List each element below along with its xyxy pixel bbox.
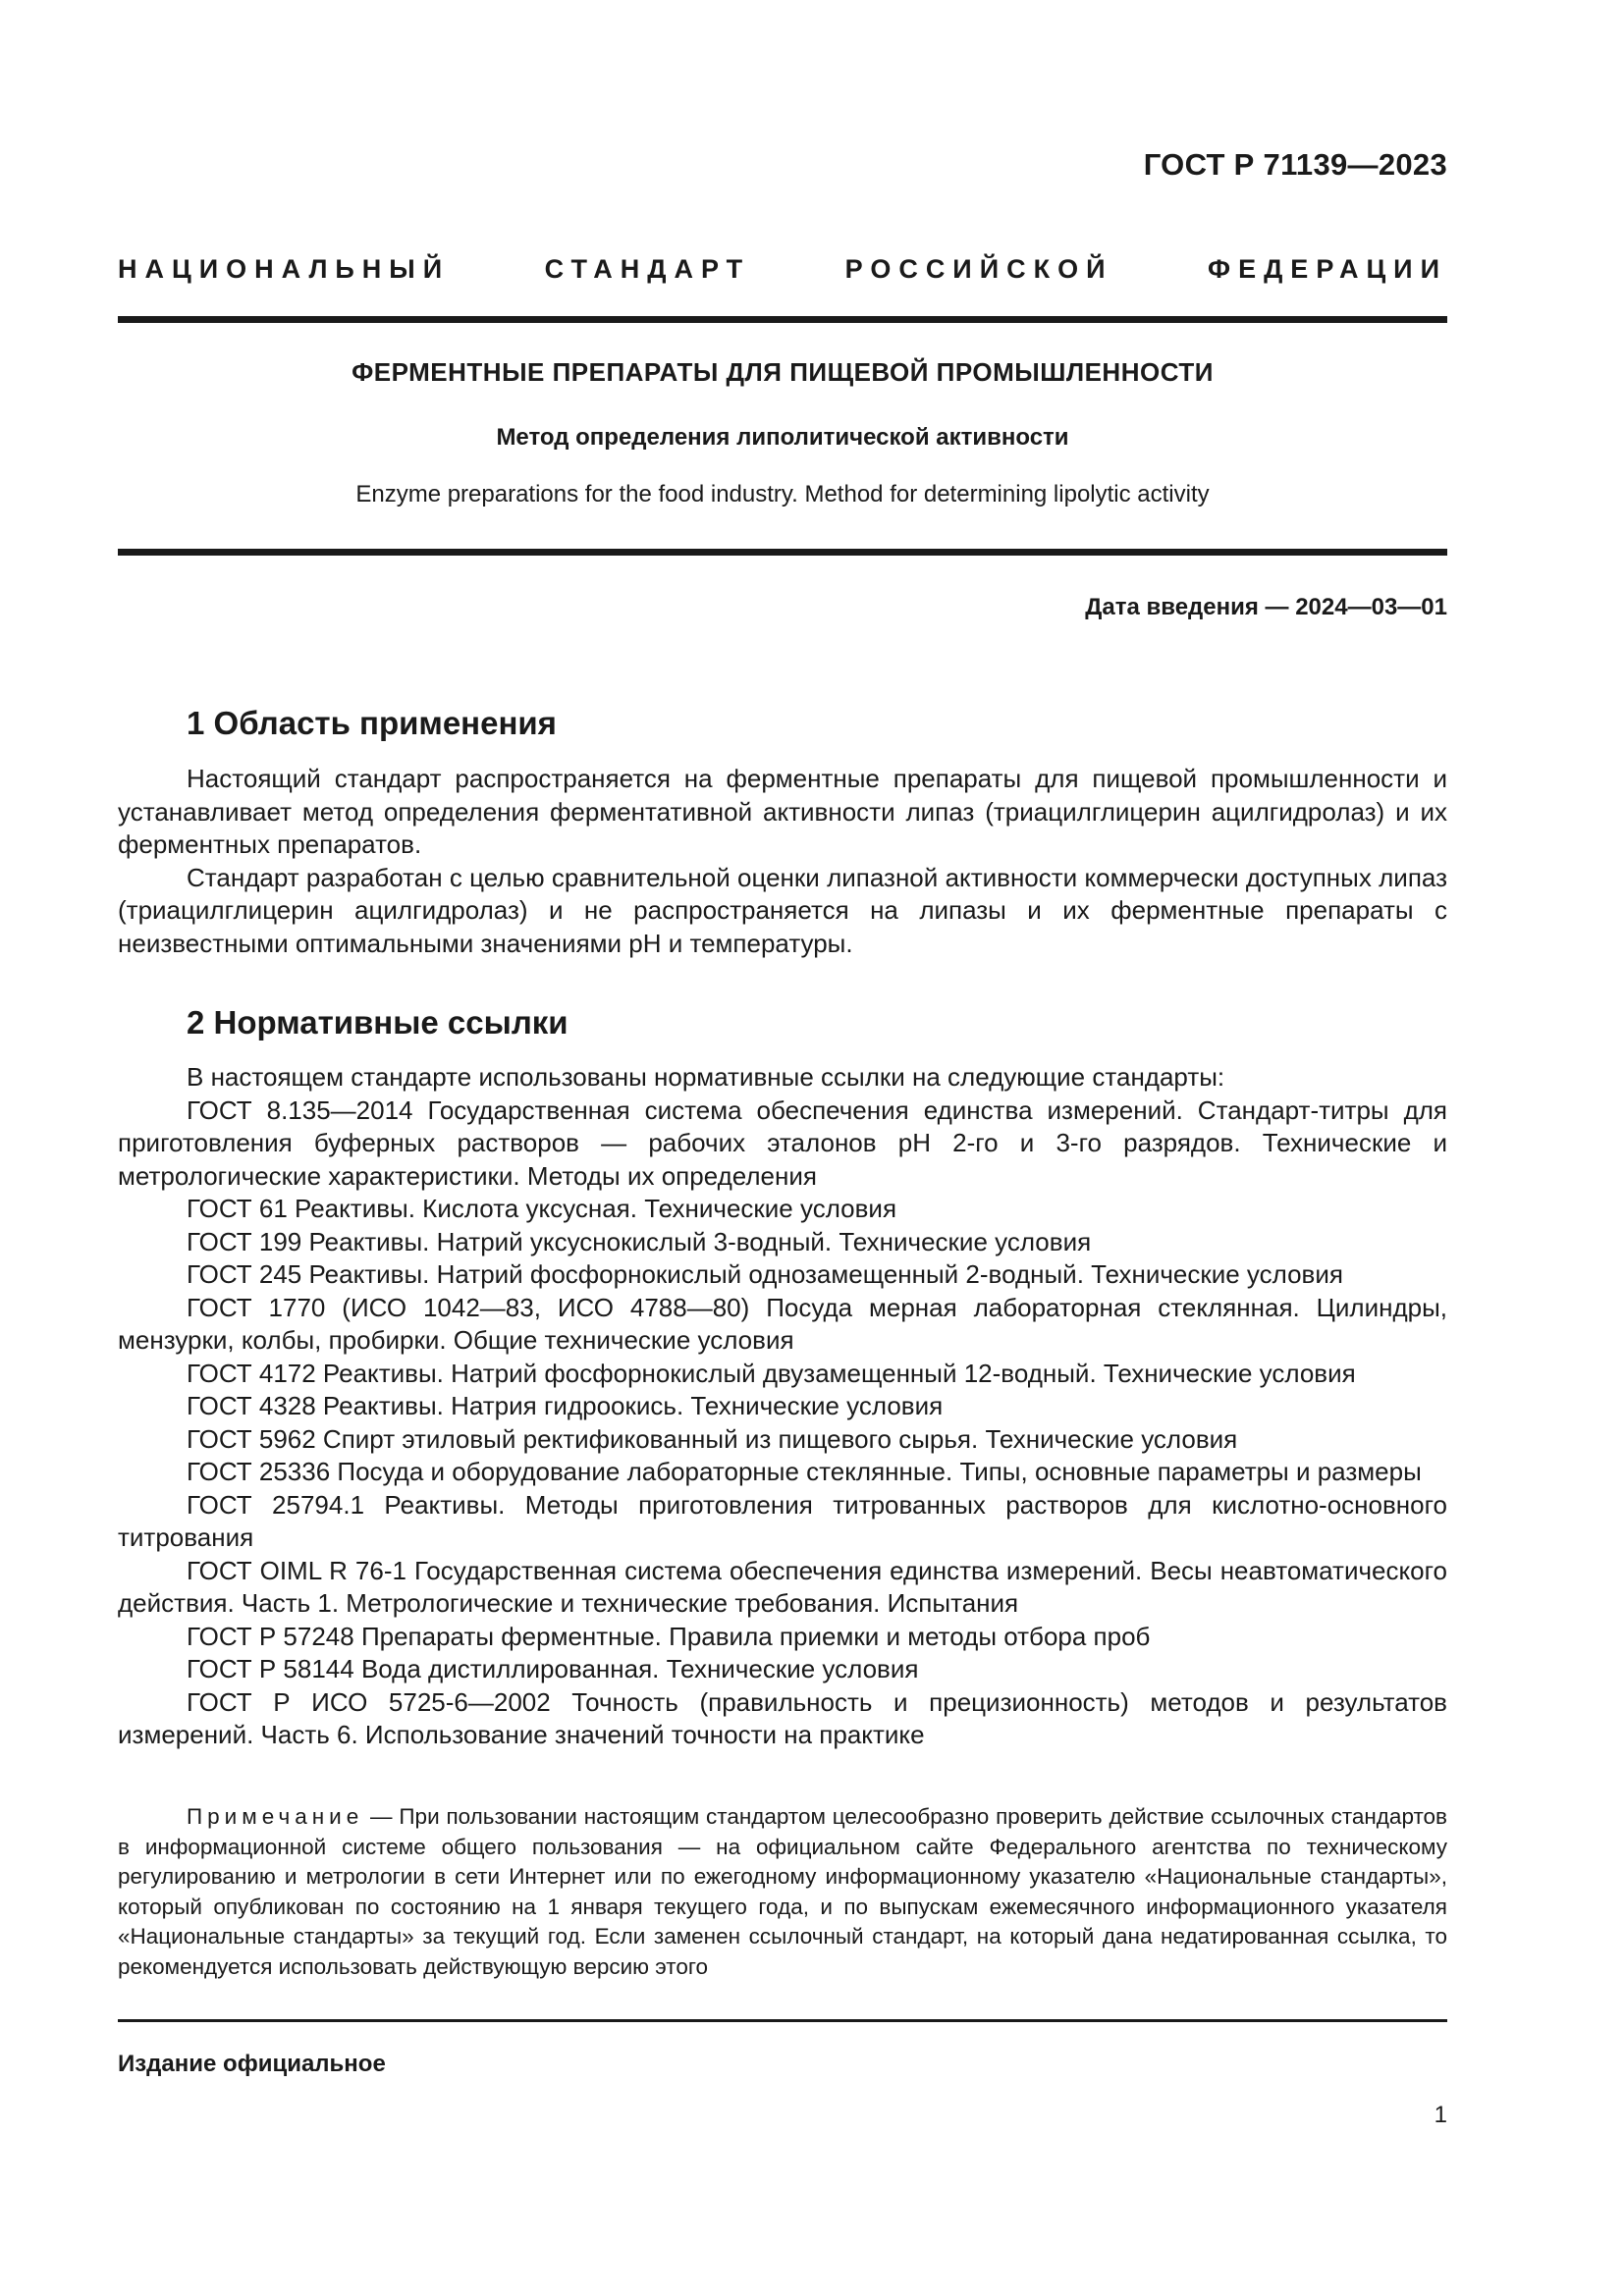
- references-intro: В настоящем стандарте использованы нормативные ссылки на следующие стандарты:: [187, 1062, 1225, 1092]
- reference-item: ГОСТ 245 Реактивы. Натрий фосфорнокислый однозамещенный 2-водный. Технические условия: [187, 1259, 1343, 1289]
- reference-item: ГОСТ 199 Реактивы. Натрий уксуснокислый 3-водный. Технические условия: [187, 1226, 1092, 1256]
- document-title: ФЕРМЕНТНЫЕ ПРЕПАРАТЫ ДЛЯ ПИЩЕВОЙ ПРОМЫШЛЕННОСТИ: [352, 357, 1214, 387]
- reference-item: ГОСТ 4172 Реактивы. Натрий фосфорнокислый двузамещенный 12-водный. Технические условия: [187, 1358, 1356, 1388]
- section-2-heading: 2 Нормативные ссылки: [187, 1004, 568, 1041]
- note-text: — При пользовании настоящим стандартом целесообразно проверить действие ссылочных стандартов в информационной системе общего пользования — на официальном сайте Федерального агентства по техническому регулированию и метрологии в сети Интернет или по ежегодному информационному указателю «Национальные стандарты», который опубликован по состоянию на 1 января текущего года, и по выпускам ежемесячного информационного указателя «Национальные стандарты» за текущий год. Если заменен ссылочный стандарт, на который дана недатированная ссылка, то рекомендуется использовать действующую версию этого: [118, 1804, 1447, 1979]
- official-edition-label: Издание официальное: [118, 2051, 386, 2077]
- reference-item: ГОСТ Р ИСО 5725-6—2002 Точность (правильность и прецизионность) методов и результатов измерений. Часть 6. Использование значений точности на практике: [118, 1686, 1447, 1749]
- gost-identifier: ГОСТ Р 71139—2023: [1143, 147, 1447, 182]
- reference-item: ГОСТ OIML R 76-1 Государственная система обеспечения единства измерений. Весы неавтоматического действия. Часть 1. Метрологические и технические требования. Испытания: [118, 1555, 1447, 1618]
- footer-divider: [118, 2019, 1447, 2022]
- paragraph: Настоящий стандарт распространяется на ферментные препараты для пищевой промышленности и устанавливает метод определения ферментативной активности липаз (триацилглицерин ацилгидролаз) и их ферментных препаратов.: [118, 764, 1447, 859]
- reference-item: ГОСТ 61 Реактивы. Кислота уксусная. Технические условия: [187, 1194, 897, 1223]
- note-paragraph: [118, 1802, 1447, 1982]
- reference-item: ГОСТ 25794.1 Реактивы. Методы приготовления титрованных растворов для кислотно-основного титрования: [118, 1489, 1447, 1552]
- section-1-body: [118, 763, 1447, 960]
- document-subtitle: Метод определения липолитической активности: [496, 424, 1069, 451]
- reference-item: ГОСТ 5962 Спирт этиловый ректификованный из пищевого сырья. Технические условия: [187, 1423, 1238, 1454]
- english-title: Enzyme preparations for the food industry. Method for determining lipolytic activity: [355, 481, 1210, 507]
- introduction-date: Дата введения — 2024—03—01: [1085, 594, 1447, 620]
- references-note: [118, 1802, 1447, 1982]
- page-number: 1: [1434, 2102, 1447, 2128]
- section-1-heading: 1 Область применения: [187, 705, 557, 741]
- reference-item: ГОСТ 1770 (ИСО 1042—83, ИСО 4788—80) Посуда мерная лабораторная стеклянная. Цилиндры, мензурки, колбы, пробирки. Общие технические условия: [118, 1292, 1447, 1355]
- reference-item: ГОСТ Р 58144 Вода дистиллированная. Технические условия: [187, 1654, 919, 1683]
- reference-item: ГОСТ Р 57248 Препараты ферментные. Правила приемки и методы отбора проб: [187, 1621, 1151, 1651]
- section-2-body: [118, 1061, 1447, 1752]
- national-standard-banner: НАЦИОНАЛЬНЫЙ СТАНДАРТ РОССИЙСКОЙ ФЕДЕРАЦИИ: [118, 254, 1447, 284]
- reference-item: ГОСТ 25336 Посуда и оборудование лабораторные стеклянные. Типы, основные параметры и размеры: [187, 1457, 1422, 1486]
- reference-item: ГОСТ 4328 Реактивы. Натрия гидроокись. Технические условия: [187, 1391, 944, 1420]
- reference-item: ГОСТ 8.135—2014 Государственная система обеспечения единства измерений. Стандарт-титры для приготовления буферных растворов — рабочих эталонов pH 2-го и 3-го разрядов. Технические и метрологические характеристики. Методы их определения: [118, 1095, 1447, 1191]
- paragraph: Стандарт разработан с целью сравнительной оценки липазной активности коммерчески доступных липаз (триацилглицерин ацилгидролаз) и не распространяется на липазы и их ферментные препараты с неизвестными оптимальными значениями pH и температуры.: [118, 862, 1447, 958]
- top-divider: [118, 316, 1447, 323]
- title-divider: [118, 549, 1447, 556]
- note-label: Примечание: [187, 1804, 364, 1829]
